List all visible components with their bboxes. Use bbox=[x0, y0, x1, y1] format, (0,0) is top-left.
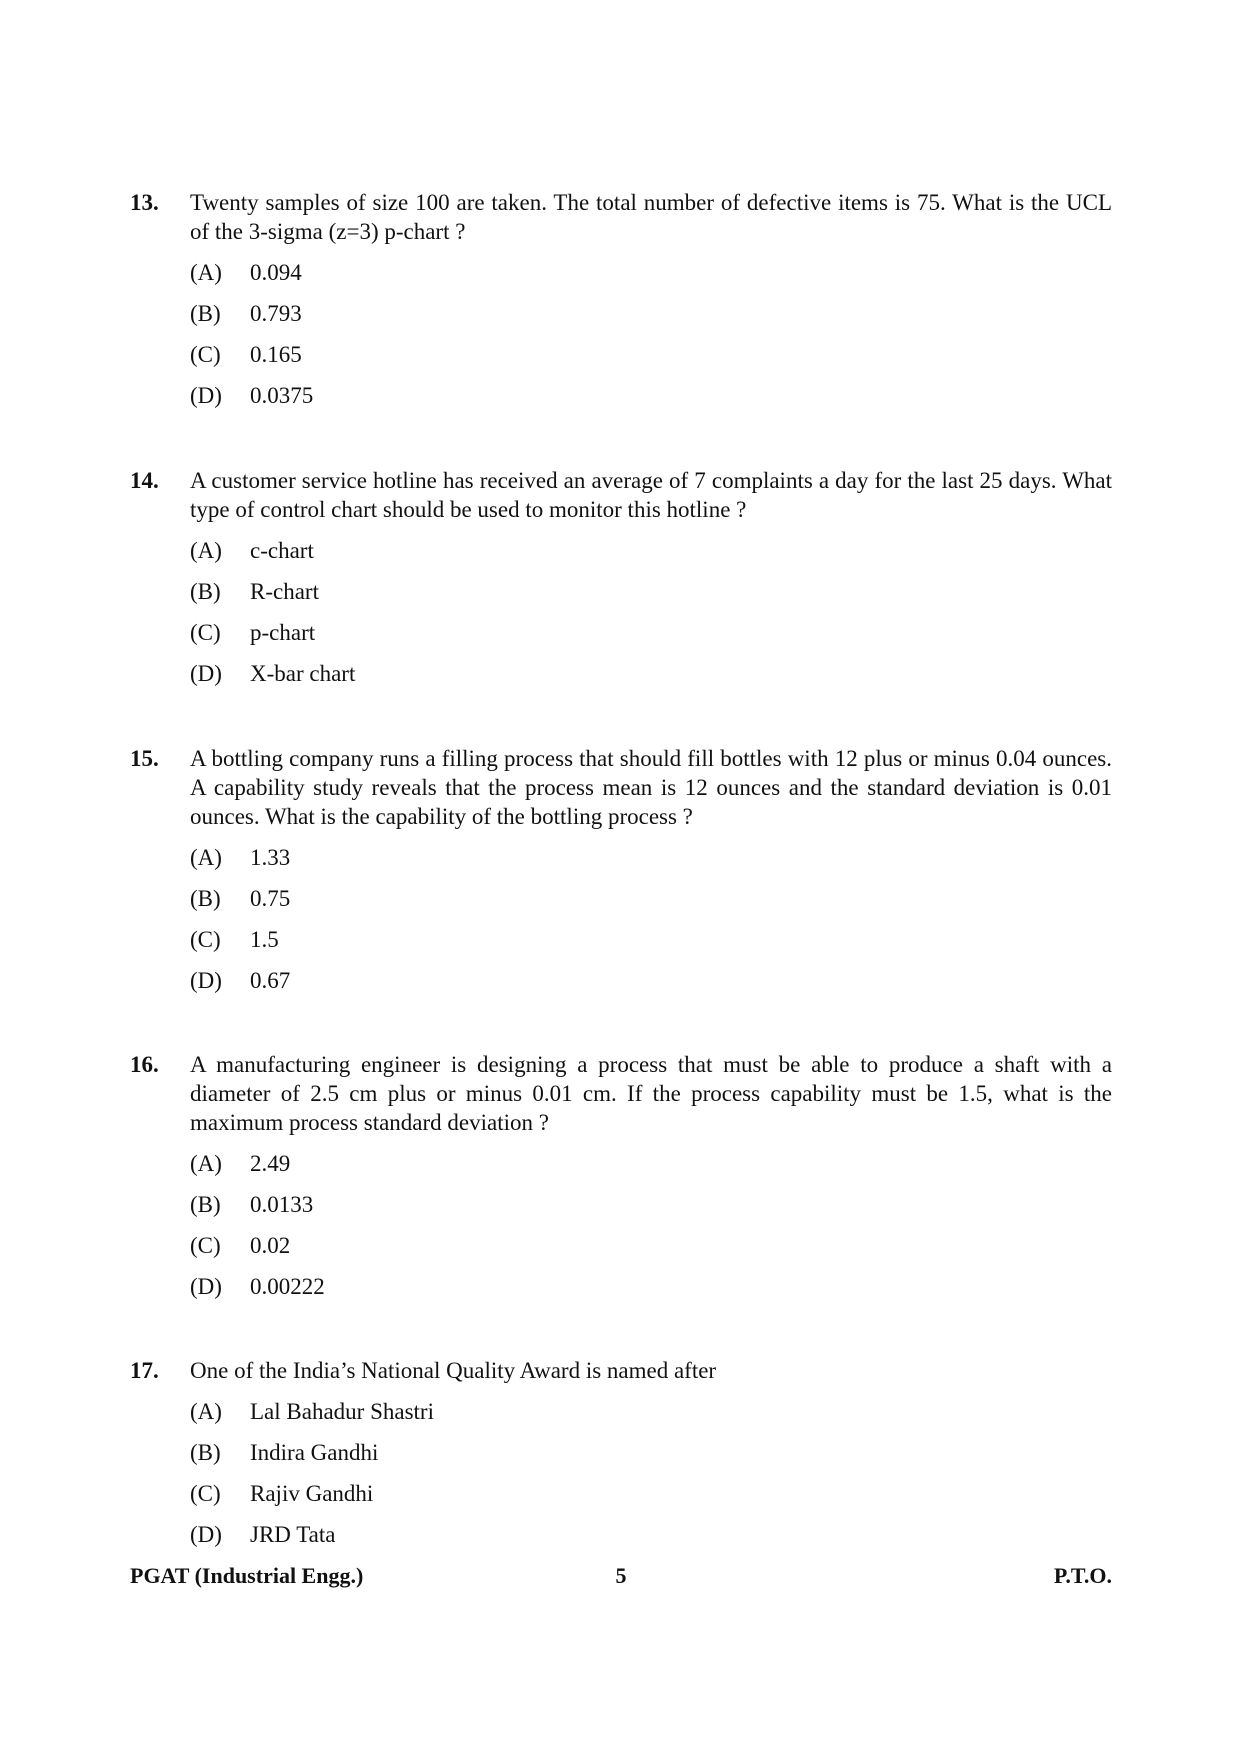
option-letter: (C) bbox=[190, 927, 221, 952]
option-b bbox=[190, 884, 1112, 925]
option-a bbox=[190, 843, 1112, 884]
question-number: 17. bbox=[130, 1358, 159, 1383]
option-letter: (A) bbox=[190, 1151, 222, 1176]
option-letter: (D) bbox=[190, 1274, 222, 1299]
option-letter: (A) bbox=[190, 260, 222, 285]
option-letter: (B) bbox=[190, 301, 221, 326]
options-list bbox=[130, 1397, 1112, 1561]
question-number: 15. bbox=[130, 746, 159, 771]
question-15 bbox=[130, 744, 1112, 1007]
option-c bbox=[190, 1479, 1112, 1520]
option-letter: (A) bbox=[190, 1399, 222, 1424]
option-a bbox=[190, 536, 1112, 577]
option-text: JRD Tata bbox=[250, 1522, 336, 1547]
question-number: 14. bbox=[130, 468, 159, 493]
option-d bbox=[190, 1520, 1112, 1561]
option-letter: (B) bbox=[190, 579, 221, 604]
option-letter: (A) bbox=[190, 538, 222, 563]
option-d bbox=[190, 659, 1112, 700]
option-text: 1.33 bbox=[250, 845, 291, 870]
option-b bbox=[190, 1438, 1112, 1479]
question-text: A customer service hotline has received an average of 7 complaints a day for the last 25 days. What type of control chart should be used to monitor this hotline ? bbox=[190, 468, 1112, 522]
options-list bbox=[130, 536, 1112, 700]
question-14 bbox=[130, 466, 1112, 700]
options-list bbox=[130, 843, 1112, 1007]
question-16 bbox=[130, 1050, 1112, 1313]
footer-page-number: 5 bbox=[615, 1563, 627, 1588]
question-text: One of the India’s National Quality Award is named after bbox=[190, 1358, 717, 1383]
option-letter: (A) bbox=[190, 845, 222, 870]
option-text: p-chart bbox=[250, 620, 316, 645]
options-list bbox=[130, 258, 1112, 422]
option-text: 0.02 bbox=[250, 1233, 291, 1258]
option-letter: (B) bbox=[190, 886, 221, 911]
option-text: c-chart bbox=[250, 538, 314, 563]
option-text: R-chart bbox=[250, 579, 319, 604]
option-text: 0.00222 bbox=[250, 1274, 325, 1299]
option-text: 0.094 bbox=[250, 260, 302, 285]
option-text: Lal Bahadur Shastri bbox=[250, 1399, 434, 1424]
option-c bbox=[190, 925, 1112, 966]
option-c bbox=[190, 1231, 1112, 1272]
option-d bbox=[190, 1272, 1112, 1313]
option-text: 0.165 bbox=[250, 342, 302, 367]
option-b bbox=[190, 299, 1112, 340]
question-number: 13. bbox=[130, 190, 159, 215]
option-letter: (C) bbox=[190, 1233, 221, 1258]
option-a bbox=[190, 1149, 1112, 1190]
option-d bbox=[190, 966, 1112, 1007]
question-text: Twenty samples of size 100 are taken. The total number of defective items is 75. What is the UCL of the 3-sigma (z=3) p-chart ? bbox=[190, 190, 1112, 244]
option-text: X-bar chart bbox=[250, 661, 356, 686]
option-letter: (D) bbox=[190, 968, 222, 993]
option-letter: (C) bbox=[190, 342, 221, 367]
question-text: A manufacturing engineer is designing a process that must be able to produce a shaft with a diameter of 2.5 cm plus or minus 0.01 cm. If the process capability must be 1.5, what is the maximum process standard deviation ? bbox=[190, 1052, 1112, 1135]
option-letter: (C) bbox=[190, 1481, 221, 1506]
footer-pto: P.T.O. bbox=[1053, 1563, 1112, 1588]
option-d bbox=[190, 381, 1112, 422]
option-b bbox=[190, 577, 1112, 618]
option-letter: (D) bbox=[190, 661, 222, 686]
option-text: 0.0133 bbox=[250, 1192, 314, 1217]
option-text: 0.793 bbox=[250, 301, 302, 326]
question-13 bbox=[130, 188, 1112, 422]
option-letter: (C) bbox=[190, 620, 221, 645]
question-text: A bottling company runs a filling process that should fill bottles with 12 plus or minus 0.04 ounces. A capability study reveals that the process mean is 12 ounces and the standard deviation is 0.01 ounces. What is the capability of the bottling process ? bbox=[190, 746, 1112, 829]
option-c bbox=[190, 618, 1112, 659]
option-letter: (D) bbox=[190, 383, 222, 408]
option-text: 1.5 bbox=[250, 927, 279, 952]
footer-subject: PGAT (Industrial Engg.) bbox=[130, 1563, 364, 1588]
question-17 bbox=[130, 1356, 1112, 1561]
option-a bbox=[190, 1397, 1112, 1438]
option-a bbox=[190, 258, 1112, 299]
option-letter: (B) bbox=[190, 1192, 221, 1217]
option-letter: (D) bbox=[190, 1522, 222, 1547]
question-number: 16. bbox=[130, 1052, 159, 1077]
option-letter: (B) bbox=[190, 1440, 221, 1465]
option-text: 0.67 bbox=[250, 968, 291, 993]
option-text: Indira Gandhi bbox=[250, 1440, 379, 1465]
option-text: 0.0375 bbox=[250, 383, 314, 408]
option-text: 0.75 bbox=[250, 886, 291, 911]
page-footer bbox=[130, 1561, 1112, 1591]
option-c bbox=[190, 340, 1112, 381]
option-b bbox=[190, 1190, 1112, 1231]
option-text: Rajiv Gandhi bbox=[250, 1481, 374, 1506]
options-list bbox=[130, 1149, 1112, 1313]
option-text: 2.49 bbox=[250, 1151, 291, 1176]
